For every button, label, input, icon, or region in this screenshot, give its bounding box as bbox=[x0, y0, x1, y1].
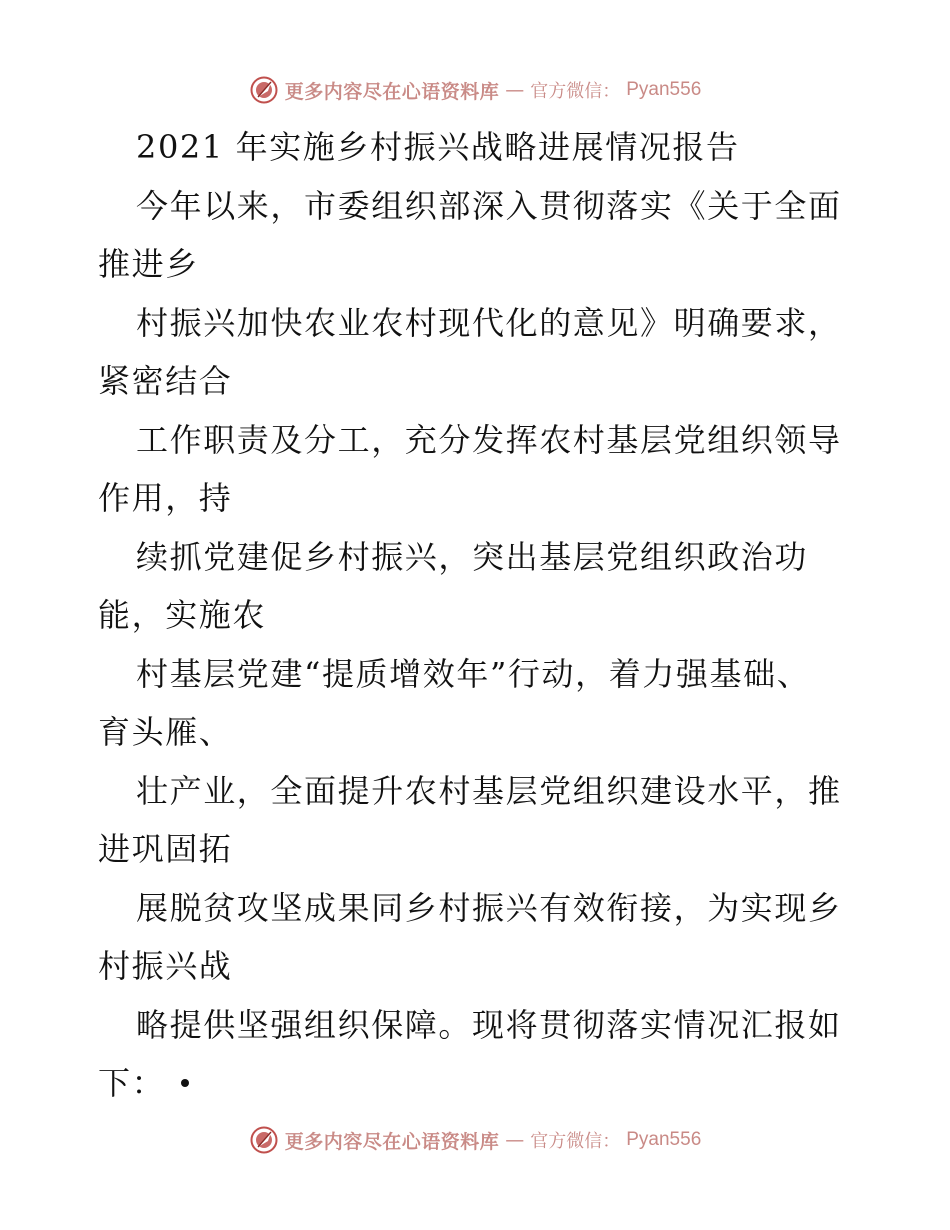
bullet-dot-icon bbox=[181, 1079, 189, 1087]
document-body bbox=[98, 118, 858, 1113]
document-line: 育头雁、 bbox=[98, 713, 233, 751]
document-line: 展脱贫攻坚成果同乡村振兴有效衔接，为实现乡 bbox=[136, 888, 842, 927]
footer-watermark bbox=[0, 1120, 950, 1160]
watermark-dash: — bbox=[505, 79, 525, 101]
document-line: 推进乡 bbox=[98, 245, 199, 283]
document-line: 能，实施农 bbox=[98, 596, 267, 634]
document-line: 进巩固拓 bbox=[98, 830, 233, 868]
watermark-dash: — bbox=[505, 1129, 525, 1151]
document-last-line bbox=[98, 1054, 858, 1113]
document-title: 2021 年实施乡村振兴战略进展情况报告 bbox=[136, 128, 740, 166]
document-line: 作用，持 bbox=[98, 479, 233, 517]
header-watermark bbox=[0, 70, 950, 110]
document-line: 工作职责及分工，充分发挥农村基层党组织领导 bbox=[136, 420, 842, 459]
document-line: 今年以来，市委组织部深入贯彻落实《关于全面 bbox=[136, 186, 842, 225]
watermark-text: 更多内容尽在心语资料库 bbox=[284, 1130, 500, 1153]
document-line: 紧密结合 bbox=[98, 362, 233, 400]
document-line: 村基层党建“提质增效年”行动，着力强基础、 bbox=[136, 654, 811, 693]
watermark-text: 更多内容尽在心语资料库 bbox=[284, 80, 500, 103]
document-line: 村振兴加快农业农村现代化的意见》明确要求， bbox=[136, 303, 842, 342]
watermark-wechat-id: Pyan556 bbox=[626, 79, 702, 100]
watermark-label: 官方微信： bbox=[530, 81, 621, 102]
watermark-label: 官方微信： bbox=[530, 1131, 621, 1152]
document-line: 略提供坚强组织保障。现将贯彻落实情况汇报如 bbox=[136, 1005, 842, 1044]
quill-seal-icon bbox=[249, 75, 279, 105]
document-line: 续抓党建促乡村振兴，突出基层党组织政治功 bbox=[136, 537, 809, 576]
watermark-wechat-id: Pyan556 bbox=[626, 1129, 702, 1150]
document-line-text: 下： bbox=[98, 1064, 166, 1102]
quill-seal-icon bbox=[249, 1125, 279, 1155]
document-line: 壮产业，全面提升农村基层党组织建设水平，推 bbox=[136, 771, 842, 810]
document-line: 村振兴战 bbox=[98, 947, 233, 985]
